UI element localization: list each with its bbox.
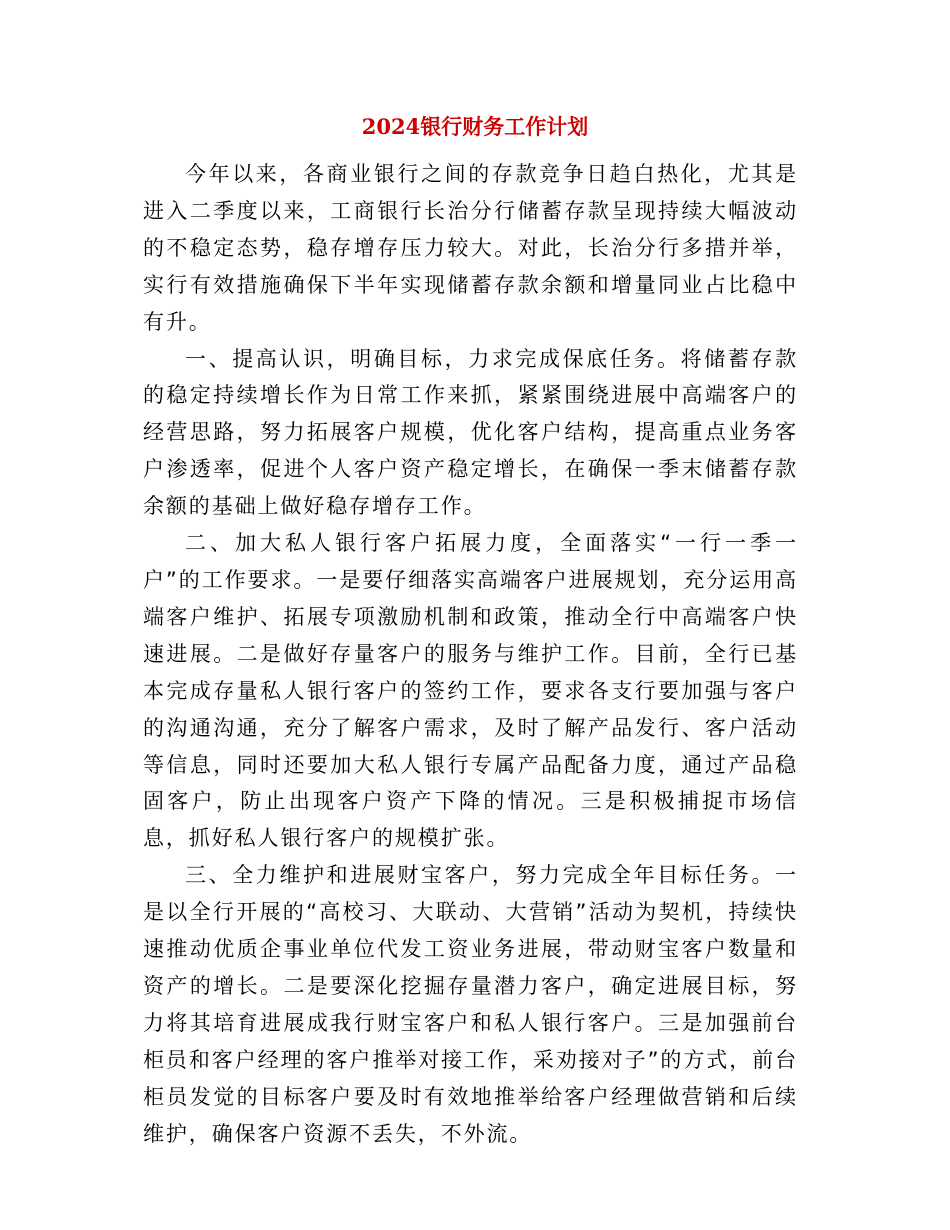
- paragraph-section-2: 二、加大私人银行客户拓展力度，全面落实“一行一季一户”的工作要求。一是要仔细落实高端客户进展规划，充分运用高端客户维护、拓展专项激励机制和政策，推动全行中高端客户快速进展。二是做好存量客户的服务与维护工作。目前，全行已基本完成存量私人银行客户的签约工作，要求各支行要加强与客户的沟通沟通，充分了解客户需求，及时了解产品发行、客户活动等信息，同时还要加大私人银行专属产品配备力度，通过产品稳固客户，防止出现客户资产下降的情况。三是积极捕捉市场信息，抓好私人银行客户的规模扩张。: [143, 531, 798, 851]
- paragraph-section-3: 三、全力维护和进展财宝客户，努力完成全年目标任务。一是以全行开展的“高校习、大联动、大营销”活动为契机，持续快速推动优质企事业单位代发工资业务进展，带动财宝客户数量和资产的增长。二是要深化挖掘存量潜力客户，确定进展目标，努力将其培育进展成我行财宝客户和私人银行客户。三是加强前台柜员和客户经理的客户推举对接工作，采劝接对子”的方式，前台柜员发觉的目标客户要及时有效地推举给客户经理做营销和后续维护，确保客户资源不丢失，不外流。: [143, 863, 798, 1146]
- paragraph-section-1: 一、提高认识，明确目标，力求完成保底任务。将储蓄存款的稳定持续增长作为日常工作来抓，紧紧围绕进展中高端客户的经营思路，努力拓展客户规模，优化客户结构，提高重点业务客户渗透率，促进个人客户资产稳定增长，在确保一季末储蓄存款余额的基础上做好稳存增存工作。: [143, 346, 798, 519]
- document-title: 2024银行财务工作计划: [361, 114, 589, 139]
- paragraph-intro: 今年以来，各商业银行之间的存款竞争日趋白热化，尤其是进入二季度以来，工商银行长治分行储蓄存款呈现持续大幅波动的不稳定态势，稳存增存压力较大。对此，长治分行多措并举，实行有效措施确保下半年实现储蓄存款余额和增量同业占比稳中有升。: [143, 162, 798, 334]
- document-body: [143, 156, 798, 1152]
